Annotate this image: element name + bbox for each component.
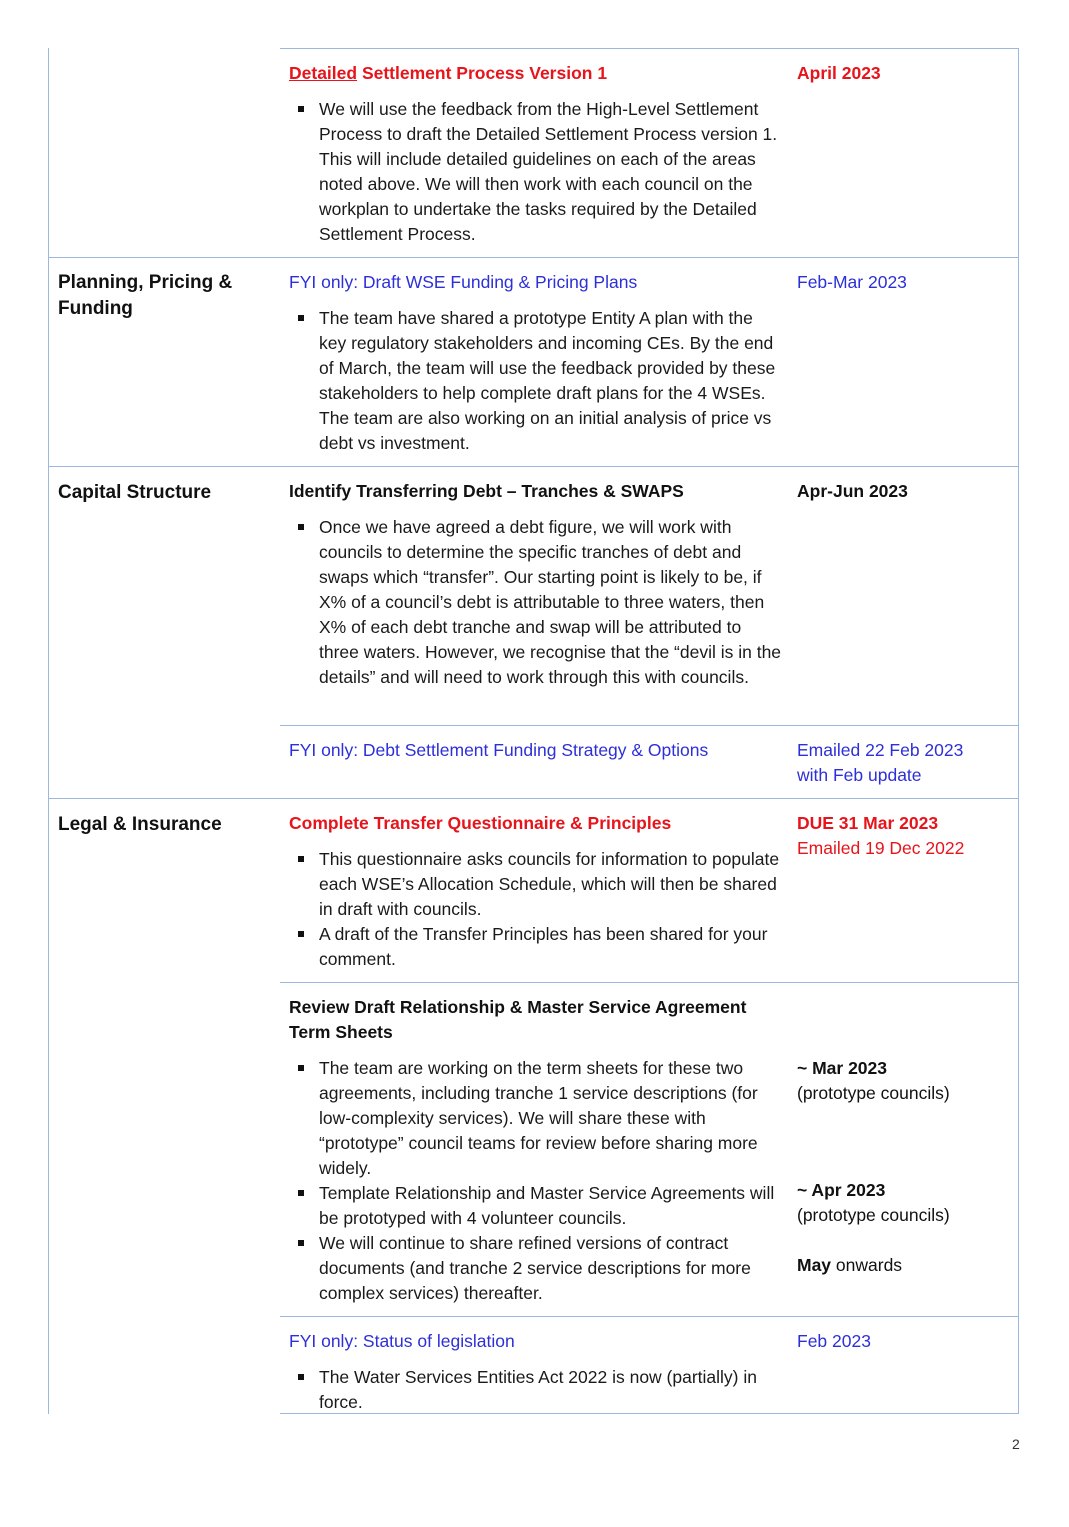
- bullet-item: Template Relationship and Master Service Agreements will be prototyped with 4 volunteer councils.: [289, 1181, 784, 1231]
- task-heading: Detailed Settlement Process Version 1: [289, 63, 608, 83]
- agreements-task: [289, 995, 784, 1306]
- bullet-item: This questionnaire asks councils for information to populate each WSE’s Allocation Schedule, which will then be shared in draft with councils.: [289, 847, 784, 922]
- row-divider: [48, 798, 1019, 799]
- bullet-item: We will continue to share refined versions of contract documents (and tranche 2 service descriptions for more complex services) thereafter.: [289, 1231, 784, 1306]
- task-date: April 2023: [797, 63, 881, 83]
- bullet-item: The Water Services Entities Act 2022 is now (partially) in force.: [289, 1365, 784, 1415]
- section-label-legal: Legal & Insurance: [58, 814, 222, 835]
- bullet-item: The team have shared a prototype Entity A plan with the key regulatory stakeholders and incoming CEs. By the end of March, the team will use the feedback provided by these stakeholders to help complete draft plans for the 4 WSEs. The team are also working on an initial analysis of price vs debt vs investment.: [289, 306, 784, 456]
- task-heading: Review Draft Relationship & Master Service Agreement Term Sheets: [289, 997, 747, 1042]
- row-divider: [280, 725, 1019, 726]
- row-divider: [48, 466, 1019, 467]
- section-label-planning: Planning, Pricing & Funding: [58, 272, 233, 319]
- task-date: Emailed 22 Feb 2023 with Feb update: [797, 740, 964, 785]
- bullet-item: A draft of the Transfer Principles has been shared for your comment.: [289, 922, 784, 972]
- task-heading: FYI only: Status of legislation: [289, 1331, 515, 1351]
- page-number: 2: [1012, 1436, 1020, 1452]
- row-divider: [48, 257, 1019, 258]
- detailed-settlement-task: [289, 61, 784, 247]
- task-heading: Complete Transfer Questionnaire & Principles: [289, 813, 672, 833]
- bullet-item: Once we have agreed a debt figure, we will work with councils to determine the specific tranches of debt and swaps which “transfer”. Our starting point is likely to be, if X% of a council’s debt is attributable to three waters, then X% of each debt tranche and swap will be attributed to three waters. However, we recognise that the “devil is in the details” and will need to work through this with councils.: [289, 515, 784, 690]
- bullet-item: We will use the feedback from the High-Level Settlement Process to draft the Detailed Settlement Process version 1. This will include detailed guidelines on each of the areas noted above. We will then work with each council on the workplan to undertake the tasks required by the Detailed Settlement Process.: [289, 97, 784, 247]
- task-date: Feb-Mar 2023: [797, 272, 907, 292]
- row-divider: [280, 982, 1019, 983]
- task-heading: Identify Transferring Debt – Tranches & SWAPS: [289, 481, 684, 501]
- table-right-border: [1018, 48, 1019, 1414]
- task-date: ~ Apr 2023 (prototype councils): [797, 1180, 950, 1225]
- task-date: May onwards: [797, 1255, 903, 1275]
- legislation-task: [289, 1329, 784, 1415]
- task-heading: FYI only: Draft WSE Funding & Pricing Plans: [289, 272, 638, 292]
- questionnaire-task: [289, 811, 784, 972]
- task-date: Feb 2023: [797, 1331, 871, 1351]
- capital-task: [289, 479, 784, 690]
- debt-strategy-heading: FYI only: Debt Settlement Funding Strategy & Options: [289, 740, 709, 760]
- task-date: Apr-Jun 2023: [797, 481, 908, 501]
- table-left-border: [48, 48, 49, 1414]
- row-divider: [280, 1316, 1019, 1317]
- planning-task: [289, 270, 784, 456]
- row-divider: [280, 48, 1019, 49]
- task-date: DUE 31 Mar 2023 Emailed 19 Dec 2022: [797, 813, 965, 858]
- section-label-capital: Capital Structure: [58, 482, 212, 503]
- task-date: ~ Mar 2023 (prototype councils): [797, 1058, 950, 1103]
- bullet-item: The team are working on the term sheets for these two agreements, including tranche 1 service descriptions (for low-complexity services). We will share these with “prototype” council teams for review before sharing more widely.: [289, 1056, 784, 1181]
